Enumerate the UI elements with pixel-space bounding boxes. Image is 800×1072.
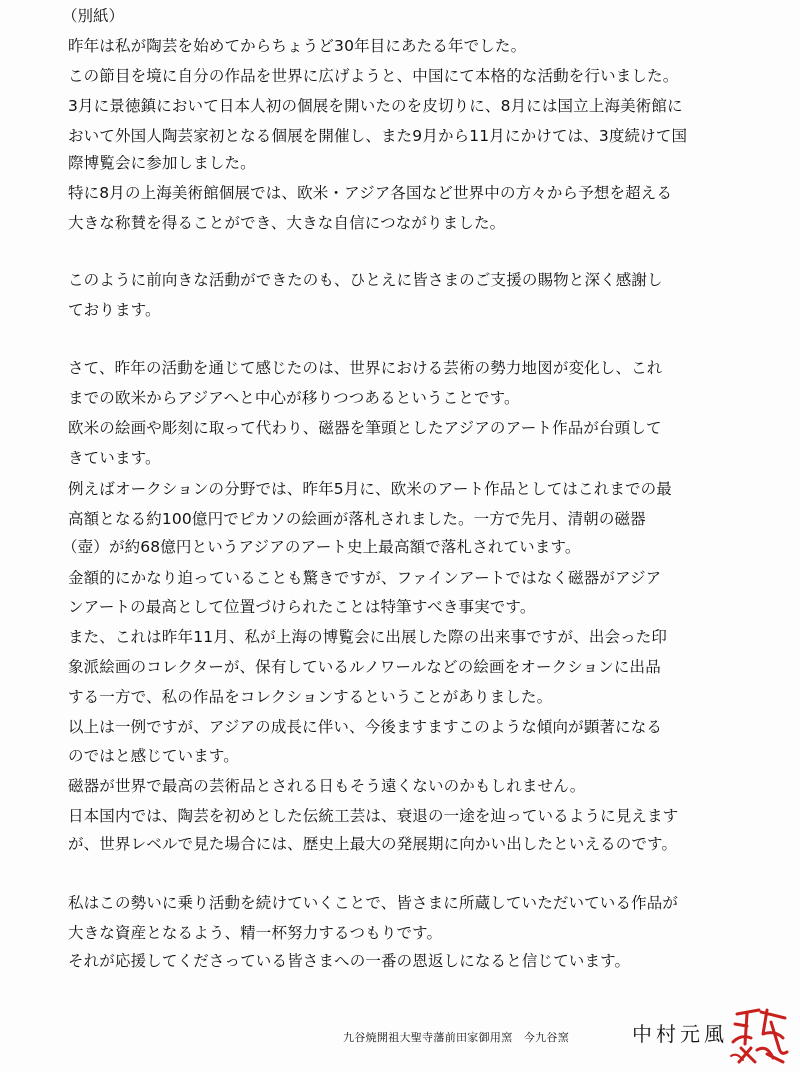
body-line: さて、昨年の活動を通じて感じたのは、世界における芸術の勢力地図が変化し、これ xyxy=(68,359,663,377)
body-line: 欧米の絵画や彫刻に取って代わり、磁器を筆頭としたアジアのアート作品が台頭して xyxy=(68,419,662,437)
body-line: （壺）が約68億円というアジアのアート史上最高額で落札されています。 xyxy=(62,538,581,556)
body-line: この節目を境に自分の作品を世界に広げようと、中国にて本格的な活動を行いました。 xyxy=(68,67,679,85)
body-line: おいて外国人陶芸家初となる個展を開催し、また9月から11月にかけては、3度続けて国 xyxy=(68,127,688,145)
body-line: このように前向きな活動ができたのも、ひとえに皆さまのご支援の賜物と深く感謝し xyxy=(68,271,663,289)
body-line: 特に8月の上海美術館個展では、欧米・アジア各国など世界中の方々から予想を超える xyxy=(68,184,673,202)
body-line: 象派絵画のコレクターが、保有しているルノワールなどの絵画をオークションに出品 xyxy=(68,658,661,676)
body-line: する一方で、私の作品をコレクションするということがありました。 xyxy=(68,688,553,706)
body-line: ンアートの最高として位置づけられたことは特筆すべき事実です。 xyxy=(68,598,536,616)
body-line: までの欧米からアジアへと中心が移りつつあるということです。 xyxy=(68,389,520,407)
body-line: 昨年は私が陶芸を始めてからちょうど30年目にあたる年でした。 xyxy=(68,37,527,55)
attachment-label: （別紙） xyxy=(62,7,125,25)
body-line: 私はこの勢いに乗り活動を続けていくことで、皆さまに所蔵していただいている作品が xyxy=(68,894,679,912)
body-line: 3月に景徳鎮において日本人初の個展を開いたのを皮切りに、8月には国立上海美術館に xyxy=(68,97,683,115)
body-line: 以上は一例ですが、アジアの成長に伴い、今後ますますこのような傾向が顕著になる xyxy=(68,718,663,736)
footer-organization: 九谷焼開祖大聖寺藩前田家御用窯 今九谷窯 xyxy=(343,1031,569,1044)
body-line: 例えばオークションの分野では、昨年5月に、欧米のアート作品としてはこれまでの最 xyxy=(68,480,672,498)
body-line: 高額となる約100億円でピカソの絵画が落札されました。一方で先月、清朝の磁器 xyxy=(68,510,646,528)
body-line: 大きな資産となるよう、精一杯努力するつもりです。 xyxy=(68,924,443,942)
footer-signature-name: 中村元風 xyxy=(632,1022,728,1046)
body-line: 大きな称賛を得ることができ、大きな自信につながりました。 xyxy=(68,214,506,232)
body-line: が、世界レベルで見た場合には、歴史上最大の発展期に向かい出したといえるのです。 xyxy=(68,835,678,853)
body-line: 金額的にかなり迫っていることも驚きですが、ファインアートではなく磁器がアジア xyxy=(68,569,662,587)
body-line: 際博覧会に参加しました。 xyxy=(68,154,256,172)
body-line: それが応援してくださっている皆さまへの一番の恩返しになると信じています。 xyxy=(68,952,631,970)
red-seal-stamp xyxy=(727,1004,791,1066)
body-line: 磁器が世界で最高の芸術品とされる日もそう遠くないのかもしれません。 xyxy=(68,777,586,795)
body-line: ております。 xyxy=(68,301,161,319)
body-line: 日本国内では、陶芸を初めとした伝統工芸は、衰退の一途を辿っているように見えます xyxy=(68,807,679,825)
body-line: きています。 xyxy=(68,449,161,467)
body-line: また、これは昨年11月、私が上海の博覧会に出展した際の出来事ですが、出会った印 xyxy=(68,628,668,646)
body-line: のではと感じています。 xyxy=(68,747,239,765)
